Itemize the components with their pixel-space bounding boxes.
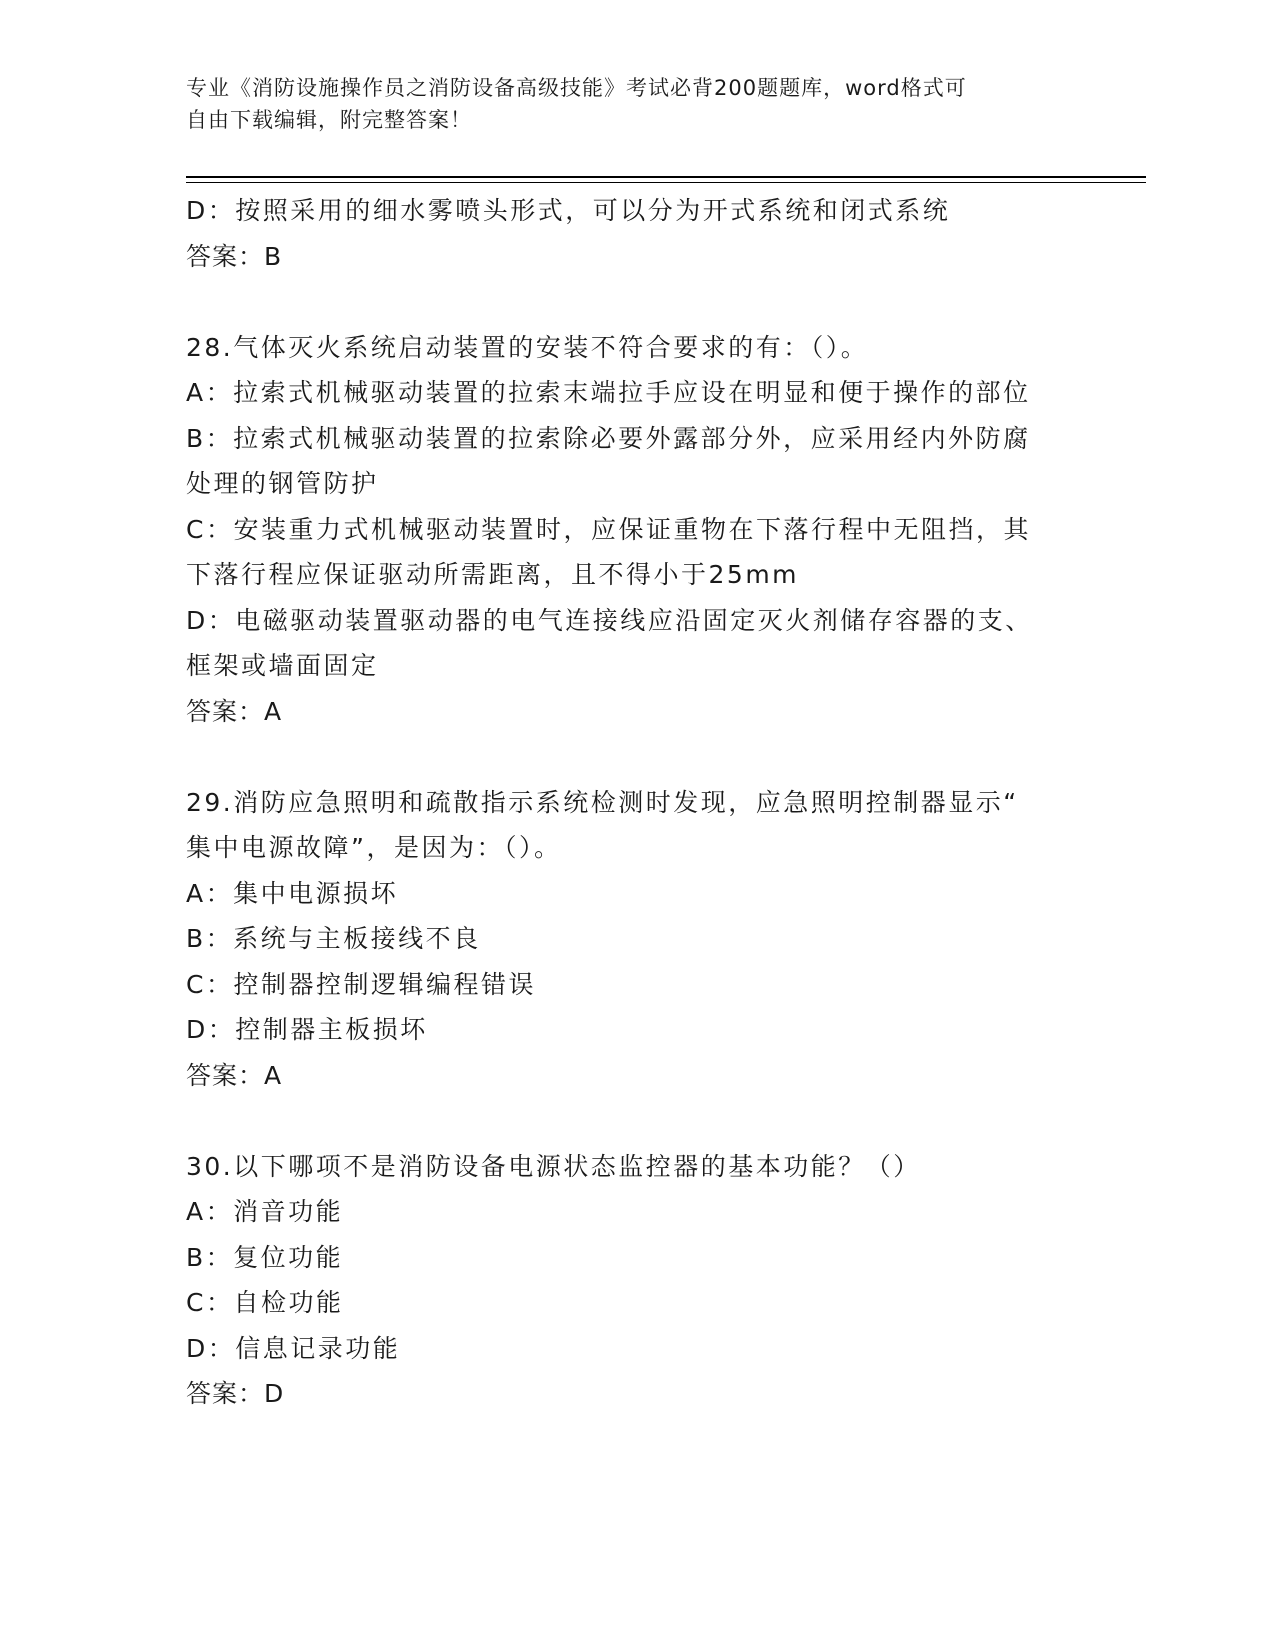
question-stem-continued: 集中电源故障”，是因为：（）。 — [186, 833, 562, 862]
question-29 — [186, 780, 1066, 1099]
answer-value: A — [264, 1060, 283, 1090]
answer-label: 答案： — [186, 241, 265, 271]
question-number: 29. — [186, 787, 234, 817]
question-stem — [186, 325, 1066, 371]
answer-label: 答案： — [186, 1379, 265, 1408]
option-a: A：消音功能 — [186, 1197, 344, 1226]
option-d-continued: 框架或墙面固定 — [186, 651, 379, 680]
answer-value: B — [264, 241, 283, 271]
option-d: D：电磁驱动装置驱动器的电气连接线应沿固定灭火剂储存容器的支、 — [186, 605, 1033, 635]
option-d: D：按照采用的细水雾喷头形式，可以分为开式系统和闭式系统 — [186, 196, 951, 225]
question-number: 30. — [186, 1151, 234, 1181]
document-body — [186, 188, 1066, 1417]
header-title-line-1: 专业《消防设施操作员之消防设备高级技能》考试必背200题题库，word格式可 — [186, 76, 967, 100]
question-stem-text: 以下哪项不是消防设备电源状态监控器的基本功能？（） — [233, 1151, 921, 1181]
header-divider-thick — [186, 176, 1146, 178]
option-b: B：系统与主板接线不良 — [186, 924, 481, 953]
option-b: B：拉索式机械驱动装置的拉索除必要外露部分外，应采用经内外防腐 — [186, 423, 1031, 453]
spacer — [186, 1098, 1066, 1144]
question-number: 28. — [186, 332, 234, 362]
option-a: A：拉索式机械驱动装置的拉索末端拉手应设在明显和便于操作的部位 — [186, 378, 1031, 407]
question-27-tail — [186, 188, 1066, 279]
question-stem — [186, 1144, 1066, 1190]
question-30 — [186, 1144, 1066, 1417]
header-divider-thin — [186, 182, 1146, 183]
answer-label: 答案： — [186, 1060, 265, 1090]
answer-line — [186, 234, 1066, 280]
answer-line — [186, 689, 1066, 735]
answer-line — [186, 1053, 1066, 1099]
option-c-continued: 下落行程应保证驱动所需距离，且不得小于25mm — [186, 560, 800, 589]
option-b: B：复位功能 — [186, 1242, 344, 1272]
option-c: C：控制器控制逻辑编程错误 — [186, 969, 536, 999]
option-d: D：控制器主板损坏 — [186, 1015, 428, 1044]
header-title-line-2: 自由下载编辑，附完整答案！ — [186, 108, 472, 132]
question-stem-text: 气体灭火系统启动装置的安装不符合要求的有：（）。 — [233, 332, 869, 362]
question-stem-text: 消防应急照明和疏散指示系统检测时发现，应急照明控制器显示“ — [233, 787, 1019, 817]
option-c: C：自检功能 — [186, 1288, 344, 1317]
spacer — [186, 279, 1066, 325]
option-b-continued: 处理的钢管防护 — [186, 469, 379, 498]
option-d: D：信息记录功能 — [186, 1333, 401, 1363]
question-stem — [186, 780, 1066, 826]
question-28 — [186, 325, 1066, 735]
spacer — [186, 734, 1066, 780]
answer-label: 答案： — [186, 696, 265, 726]
option-a: A：集中电源损坏 — [186, 878, 399, 908]
document-header — [186, 72, 1066, 136]
answer-line — [186, 1371, 1066, 1417]
answer-value: A — [264, 696, 283, 726]
answer-value: D — [264, 1379, 285, 1408]
option-c: C：安装重力式机械驱动装置时，应保证重物在下落行程中无阻挡，其 — [186, 514, 1031, 544]
